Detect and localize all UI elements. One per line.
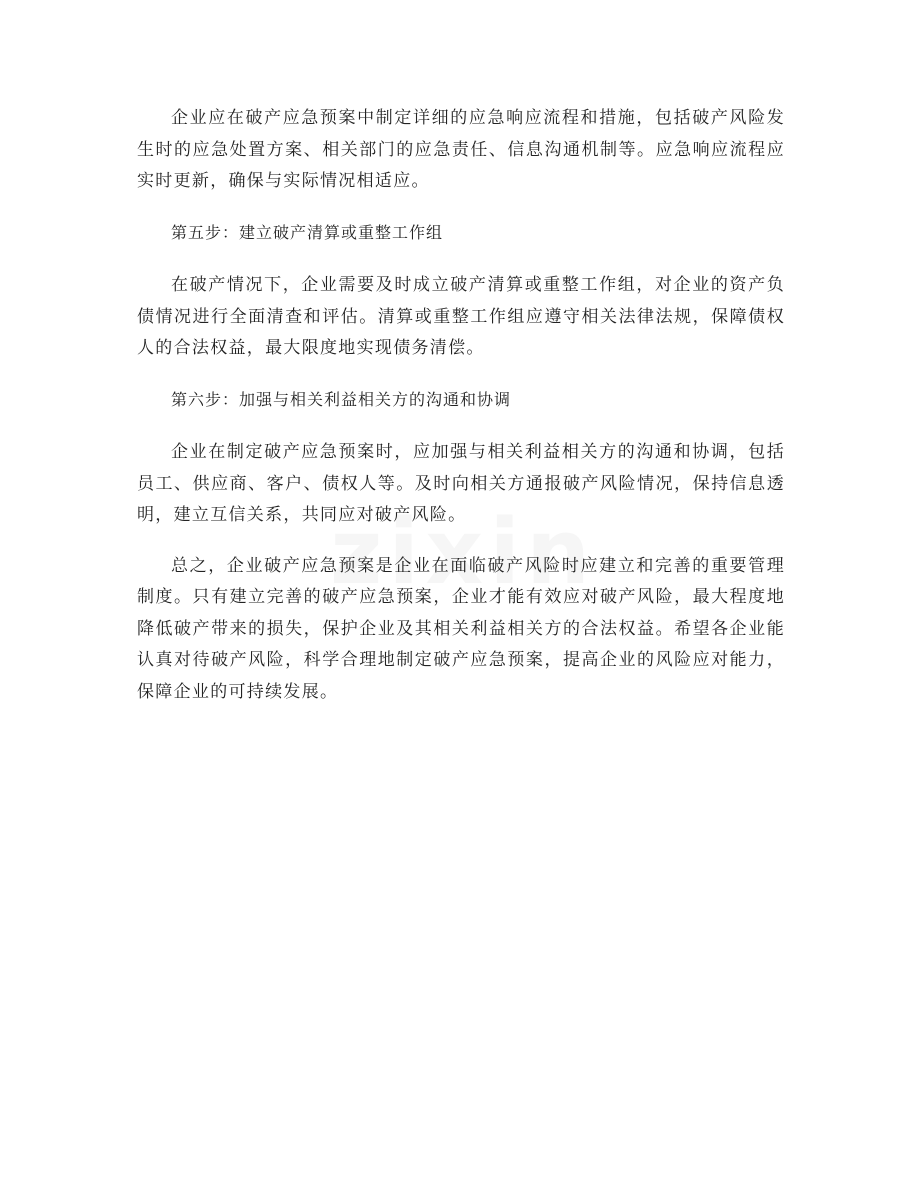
heading-step-six: 第六步：加强与相关利益相关方的沟通和协调 bbox=[171, 389, 512, 409]
document-body bbox=[137, 103, 785, 708]
heading-step-five: 第五步：建立破产清算或重整工作组 bbox=[171, 222, 444, 242]
paragraph-conclusion: 总之，企业破产应急预案是企业在面临破产风险时应建立和完善的重要管理制度。只有建立完善的破产应急预案，企业才能有效应对破产风险，最大程度地降低破产带来的损失，保护企业及其相关利益相关方的合法权益。希望各企业能认真对待破产风险，科学合理地制定破产应急预案，提高企业的风险应对能力，保障企业的可持续发展。 bbox=[137, 555, 785, 702]
paragraph-stakeholder-communication: 企业在制定破产应急预案时，应加强与相关利益相关方的沟通和协调，包括员工、供应商、客户、债权人等。及时向相关方通报破产风险情况，保持信息透明，建立互信关系，共同应对破产风险。 bbox=[137, 442, 785, 525]
paragraph-emergency-response: 企业应在破产应急预案中制定详细的应急响应流程和措施，包括破产风险发生时的应急处置方案、相关部门的应急责任、信息沟通机制等。应急响应流程应实时更新，确保与实际情况相适应。 bbox=[137, 108, 785, 191]
paragraph-liquidation-group: 在破产情况下，企业需要及时成立破产清算或重整工作组，对企业的资产负债情况进行全面清查和评估。清算或重整工作组应遵守相关法律法规，保障债权人的合法权益，最大限度地实现债务清偿。 bbox=[137, 275, 785, 358]
